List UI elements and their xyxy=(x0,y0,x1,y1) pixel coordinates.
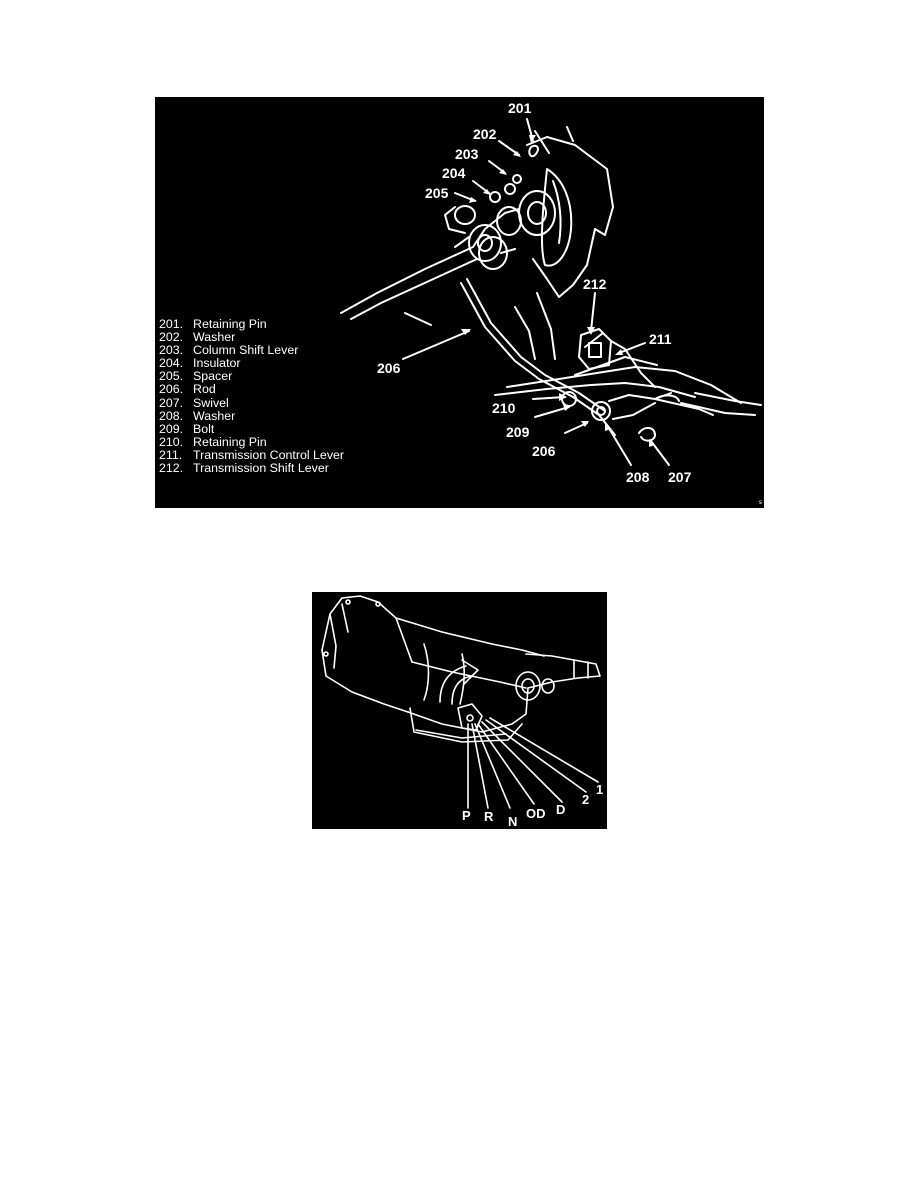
callout-209: 209 xyxy=(506,424,530,440)
legend-item: 203. Column Shift Lever xyxy=(159,343,299,358)
legend-item: 212. Transmission Shift Lever xyxy=(159,461,329,476)
column-shift-lever xyxy=(341,247,473,313)
tail-extension xyxy=(526,654,600,688)
column-housing xyxy=(527,137,613,297)
gear-2-label: 2 xyxy=(582,792,590,807)
callout-205: 205 xyxy=(425,185,449,201)
callout-201: 201 xyxy=(508,100,532,116)
legend-item: 204. Insulator xyxy=(159,356,241,371)
callout-208: 208 xyxy=(626,469,650,485)
manual-shift-lever xyxy=(458,704,482,730)
legend-item: 210. Retaining Pin xyxy=(159,434,267,449)
callout-210: 210 xyxy=(492,400,516,416)
legend-item: 206. Rod xyxy=(159,382,216,397)
gear-d-label: D xyxy=(556,802,566,817)
corner-mark: s xyxy=(758,499,762,506)
callout-203: 203 xyxy=(455,146,479,162)
transmission-gear-diagram xyxy=(312,592,607,829)
callout-206-lower: 206 xyxy=(532,443,556,459)
legend-item: 209. Bolt xyxy=(159,421,215,436)
legend-item: 208. Washer xyxy=(159,408,236,423)
legend-item: 201. Retaining Pin xyxy=(159,317,267,331)
callout-206: 206 xyxy=(377,360,401,376)
legend-item: 207. Swivel xyxy=(159,395,229,410)
callout-212: 212 xyxy=(583,276,607,292)
legend-item: 202. Washer xyxy=(159,330,236,345)
gear-n-label: N xyxy=(508,814,518,829)
gear-p-label: P xyxy=(462,808,471,823)
transmission-case xyxy=(396,618,544,656)
gear-1-label: 1 xyxy=(596,782,604,797)
callout-211: 211 xyxy=(649,331,672,347)
legend-item: 205. Spacer xyxy=(159,369,233,384)
parts-legend xyxy=(159,318,344,475)
transmission-line-art xyxy=(312,592,607,829)
callout-202: 202 xyxy=(473,126,497,142)
gear-r-label: R xyxy=(484,809,494,824)
legend-item: 211. Transmission Control Lever xyxy=(159,447,345,462)
gear-od-label: OD xyxy=(526,806,546,821)
callout-204: 204 xyxy=(442,165,466,181)
callout-207: 207 xyxy=(668,469,692,485)
linkage-diagram xyxy=(155,97,764,508)
